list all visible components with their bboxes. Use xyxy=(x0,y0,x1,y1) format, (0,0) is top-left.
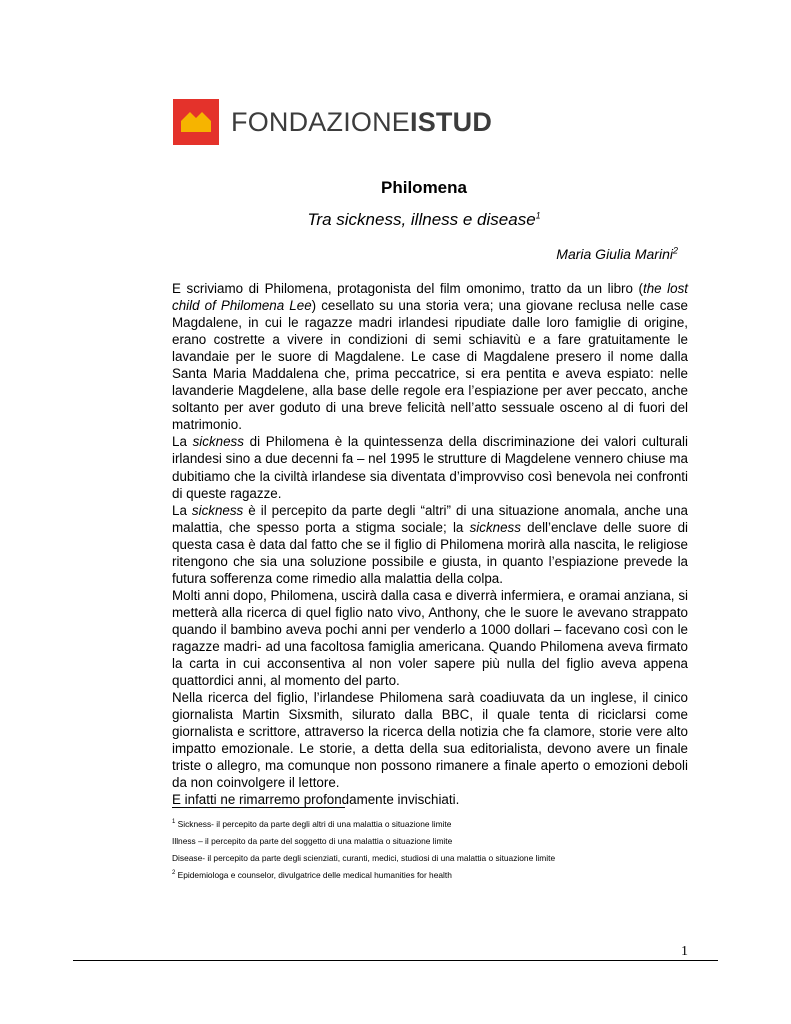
footnote-ref-2[interactable]: 2 xyxy=(672,245,678,256)
footnote-separator xyxy=(172,807,345,808)
author-name xyxy=(556,246,678,262)
body-text xyxy=(172,280,688,808)
paragraph-3-text-a: La xyxy=(172,502,192,518)
paragraph-1-text-a: E scriviamo di Philomena, protagonista del film omonimo, tratto da un libro ( xyxy=(172,281,643,296)
document-title: Philomena xyxy=(381,178,467,197)
subtitle-text: Tra sickness, illness e disease xyxy=(307,210,536,229)
term-sickness: sickness xyxy=(192,434,244,450)
paragraph-3-text-c: è il percepito da parte degli “altri” di una situazione anomala, anche una malattia, che spesso porta a stigma sociale; la xyxy=(172,502,688,535)
footnotes xyxy=(172,819,692,887)
paragraph-1 xyxy=(172,280,688,433)
logo-text-light: FONDAZIONE xyxy=(231,107,411,137)
paragraph-3 xyxy=(172,502,688,587)
document-subtitle xyxy=(0,210,791,230)
paragraph-2-text-c: di Philomena è la quintessenza della discriminazione dei valori culturali irlandesi sino a due decenni fa – nel 1995 le strutture di Magdelene vennero chiuse ma dubitiamo che la civiltà irlandese sia diventata d’improvviso così benevola nei confronti di queste ragazze. xyxy=(172,434,688,501)
paragraph-2-text-a: La xyxy=(172,434,193,450)
footnote-mark: 1 xyxy=(172,819,176,826)
footnote-text: Disease- il percepito da parte degli scienziati, curanti, medici, studiosi di una malattia o situazione limite xyxy=(172,853,556,863)
paragraph-2 xyxy=(172,433,688,501)
book-title: the lost child of Philomena Lee xyxy=(172,281,688,314)
footnote-text: Epidemiologa e counselor, divulgatrice delle medical humanities for health xyxy=(177,870,452,880)
footnote-text: Sickness- il percepito da parte degli altri di una malattia o situazione limite xyxy=(177,819,452,829)
term-sickness: sickness xyxy=(469,519,521,535)
footnote-mark: 2 xyxy=(172,870,176,877)
logo-wordmark xyxy=(231,99,492,145)
footnote-item xyxy=(172,836,692,847)
logo xyxy=(173,99,492,145)
paragraph-6: E infatti ne rimarremo profondamente invischiati. xyxy=(172,792,460,808)
footnote-item xyxy=(172,853,692,864)
paragraph-3-text-e: dell’enclave delle suore di questa casa è data dal fatto che se il figlio di Philomena morirà alla nascita, le religiose ritengono che sia una soluzione possibile e giusta, in quanto l’espiazione prevede la futura sofferenza come rimedio alla malattia della colpa. xyxy=(172,519,688,586)
footnote-item xyxy=(172,870,692,881)
logo-text-bold: ISTUD xyxy=(410,107,493,137)
fondazione-istud-logo-icon xyxy=(173,99,219,145)
paragraph-5: Nella ricerca del figlio, l’irlandese Philomena sarà coadiuvata da un inglese, il cinico giornalista Martin Sixsmith, silurato dalla BBC, il quale tenta di riciclarsi come giornalista e scrittore, attraverso la ricerca della notizia che fa clamore, storie vere alto impatto emozionale. Le storie, a detta della sua editorialista, devono avere un finale triste o allegro, ma comunque non possono rimanere a finale aperto o emozioni deboli da non coinvolgere il lettore. xyxy=(172,690,688,791)
paragraph-4: Molti anni dopo, Philomena, uscirà dalla casa e diverrà infermiera, e oramai anziana, si metterà alla ricerca di quel figlio nato vivo, Anthony, che le suore le avevano strappato quando il bambino aveva pochi anni per venderlo a 1000 dollari – facevano così con le ragazze madri- ad una facoltosa famiglia americana. Quando Philomena aveva firmato la carta in cui acconsentiva al non voler sapere più nulla del figlio aveva appena quattordici anni, al momento del parto. xyxy=(172,587,688,689)
author-text: Maria Giulia Marini xyxy=(556,246,673,262)
footer-divider xyxy=(73,960,718,961)
page-number: 1 xyxy=(681,944,688,959)
paragraph-1-text-c: ) cesellato su una storia vera; una giovane reclusa nelle case Magdalene, in cui le ragazze madri irlandesi ripudiate dalle loro famiglie di origine, erano costrette a vivere in condizioni di semi schiavitù e a fare gratuitamente le lavandaie per le suore di Magdalene. Le case di Magdalene presero il nome dalla Santa Maria Maddalena che, prima peccatrice, si era pentita e aveva espiato: nelle lavanderie Magdelene, alla base delle regole era l’espiazione per aver peccato, anche soltanto per aver goduto di una breve felicità nell’atto sessuale osceno al di fuori del matrimonio. xyxy=(172,298,688,433)
term-sickness: sickness xyxy=(191,502,244,518)
footnote-ref-1[interactable]: 1 xyxy=(535,210,541,221)
footnote-item xyxy=(172,819,692,830)
footnote-text: Illness – il percepito da parte del soggetto di una malattia o situazione limite xyxy=(172,836,453,846)
